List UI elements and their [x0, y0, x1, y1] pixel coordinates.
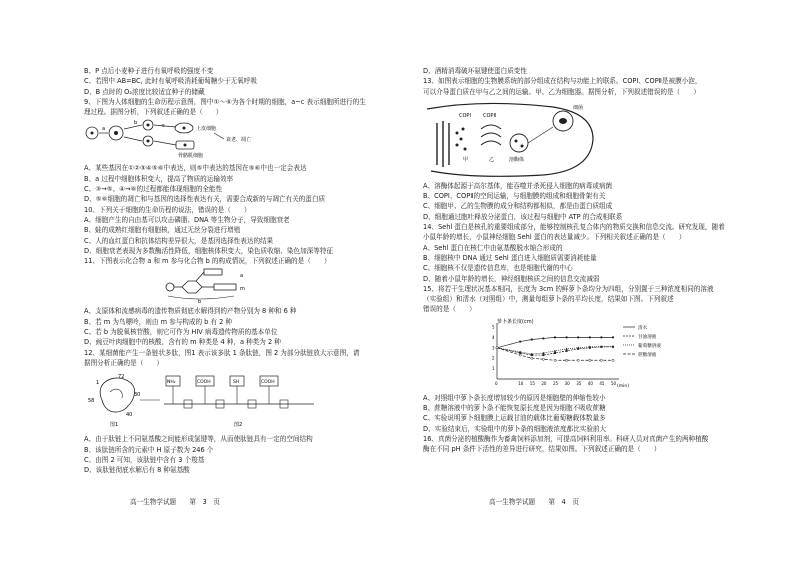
x-tick-label: 0 — [495, 380, 498, 386]
option-line: D、随着小鼠年龄的增长，神经细胞核质之间的信息交流减弱 — [423, 274, 600, 283]
option-line: B、蛙的成熟红细胞有细胞核，通过无丝分裂进行增殖 — [84, 226, 241, 235]
group-label: COOH — [261, 380, 275, 386]
membrane-system-diagram — [423, 99, 603, 179]
question-16-stem: 16、真菌分泌的植酸酶作为畜禽饲料添加剂，可提高饲料利用率。科研人员对真菌产生的两种植酸 — [423, 434, 709, 443]
data-point — [554, 349, 556, 351]
x-tick-label: 45 — [599, 380, 605, 386]
label-1: 1 — [96, 380, 100, 387]
data-point — [531, 357, 533, 359]
group-label: SH — [233, 380, 240, 386]
group-label: COOH — [197, 380, 211, 386]
label-copi: COPⅠ — [459, 112, 471, 119]
label-yi: 乙 — [489, 156, 495, 163]
option-line: C、实验说明萝卜细胞膜上运载甘油的载体比葡萄糖载体数量多 — [423, 414, 606, 423]
data-point — [566, 350, 568, 352]
left-page-footer: 高一生物学试题 第 3 页 — [130, 498, 220, 506]
x-tick-label: 15 — [529, 380, 535, 386]
x-tick-label: 40 — [587, 380, 593, 386]
option-line: A、细胞产生的自由基可以攻击磷脂、DNA 等生物分子，导致细胞衰老 — [84, 215, 290, 224]
question-15-options — [423, 393, 768, 455]
data-point — [589, 359, 591, 361]
y-axis-label: 萝卜条长度(cm) — [497, 318, 534, 325]
text-line: D、B 点时的 O₂浓度比较适宜种子的储藏 — [84, 87, 205, 96]
data-point — [542, 358, 544, 360]
label-bacteria: 细菌 — [573, 104, 584, 111]
option-line: A、支原体和流感病毒的遗传物质彻底水解得到的产物分别为 8 种和 6 种 — [84, 307, 297, 316]
option-line: A、对照组中萝卜条长度增加较少的原因是细胞壁的伸缩性较小 — [423, 393, 606, 402]
label-58: 58 — [88, 398, 95, 405]
y-tick-label: 3 — [492, 345, 495, 351]
label-jia: 甲 — [463, 156, 469, 163]
y-tick-label: 5 — [492, 324, 495, 330]
label-copii: COPⅡ — [483, 112, 496, 119]
data-point — [565, 347, 567, 349]
question-13-options — [423, 181, 768, 315]
text-line: C、若图中 AB=BC, 此时有氧呼吸消耗葡萄糖少于无氧呼吸 — [84, 77, 257, 86]
option-line: B、该肽链所含的元素中 H 原子数为 246 个 — [84, 445, 214, 454]
question-10-stem: 10、下列关于细胞的生命历程的说法，错误的是（ ） — [84, 205, 251, 214]
question-13-stem: 13、如图表示细胞的生物膜系统的部分组成在结构与功能上的联系。COPⅠ、COPⅡ是被膜小泡， — [423, 77, 702, 86]
question-12-options — [84, 434, 379, 475]
cell-lifecycle-diagram — [84, 119, 274, 161]
data-point — [519, 354, 521, 356]
label-epithelial-cell: 上皮细胞 — [196, 126, 217, 133]
peptide-diagram — [84, 370, 374, 432]
legend-label: 甘油溶液 — [638, 334, 657, 340]
option-line: B、蔗糖溶液中的萝卜条不能恢复原长度是因为细胞不吸收蔗糖 — [423, 404, 606, 413]
question-15-stem: 15、将若干生理状况基本相同，长度为 3cm 的鲜萝卜条均分为四组，分别置于三种浓度相同的溶液 — [423, 284, 714, 293]
figure-membrane-system — [423, 99, 768, 179]
label-aging-apoptosis: 衰老、凋亡 — [226, 137, 252, 144]
option-line: D、⑤⑥细胞的凋亡和与基因的选择性表达有关，需要合成新的与凋亡有关的蛋白质 — [84, 195, 326, 204]
x-tick-label: 35 — [576, 380, 582, 386]
legend-label: 葡萄糖溶液 — [638, 343, 661, 349]
label-lysosome: 溶酶体 — [509, 156, 525, 163]
y-tick-label: 2 — [492, 355, 495, 361]
question-9-stem-cont: 理过程。据图分析，下列叙述正确的是（ ） — [84, 108, 223, 117]
option-line: D、细胞通过胞吐释放分泌蛋白，该过程与细胞中 ATP 的合成相联系 — [423, 212, 623, 221]
series-line — [497, 337, 613, 347]
data-point — [554, 352, 556, 354]
option-line: C、③→⑤、④→⑥的过程都能体现细胞的全能性 — [84, 185, 223, 194]
label-a: a — [240, 273, 244, 280]
x-tick-label: 50 — [611, 380, 617, 386]
question-12-stem-cont: 据图分析正确的是（ ） — [84, 358, 164, 367]
data-point — [519, 340, 521, 342]
figure-cell-lifecycle — [84, 119, 379, 161]
option-line: D、豌豆叶肉细胞中的核酸，含有的 m 种类是 4 种，a 种类为 2 种 — [84, 338, 281, 347]
option-line: C、若 b 为脱氧核苷酸，则它可作为 HIV 病毒遗传物质的基本单位 — [84, 328, 278, 337]
data-point — [600, 336, 602, 338]
line-chart — [483, 317, 683, 391]
figure-nucleotide — [84, 268, 379, 304]
data-point — [577, 336, 579, 338]
label-40: 40 — [126, 412, 133, 419]
option-line: C、由图 2 可知，该肽链中含有 3 个羧基 — [84, 455, 205, 464]
x-tick-label: 25 — [553, 380, 559, 386]
label-m: m — [240, 286, 245, 293]
data-point — [589, 336, 591, 338]
data-point — [496, 346, 498, 348]
legend-label: 蔗糖溶液 — [638, 352, 657, 358]
data-point — [554, 336, 556, 338]
question-11-stem: 11、下图表示化合物 a 和 m 参与化合物 b 的构成情况，下列叙述正确的是（ ） — [84, 257, 331, 266]
question-15-stem-cont: 错误的是（ ） — [423, 305, 476, 314]
label-72: 72 — [118, 374, 125, 381]
question-14-stem: 14、Sehl 蛋白是核孔的重要组成部分，能够控制核孔复合体内的物质交换和信息交流。研究发现，随着 — [423, 223, 725, 232]
data-point — [600, 359, 602, 361]
option-line: A、溶酶体起源于高尔基体，能吞噬并杀死侵入细胞的病毒或病菌 — [423, 181, 613, 190]
group-label: NH₂ — [167, 380, 176, 386]
label-b: b — [198, 299, 202, 305]
x-axis-unit: (min) — [617, 383, 629, 389]
data-point — [554, 359, 556, 361]
figure-2-label: 图2 — [234, 422, 243, 429]
data-point — [566, 359, 568, 361]
arrow-label-a: a — [102, 126, 106, 133]
y-tick-label: 1 — [492, 365, 495, 371]
option-line: D、实验结束后，实验组中的萝卜条的细胞液浓度都比实验前大 — [423, 424, 607, 433]
option-line: A、由于肽链上不同氨基酸之间能形成氢键等，从而使肽链具有一定的空间结构 — [84, 435, 313, 444]
option-line: A、某些基因在①②③④⑤⑥中表达，则⑤中表达的基因在⑤⑥中也一定会表达 — [84, 164, 307, 173]
right-page — [397, 0, 794, 561]
x-tick-label: 10 — [518, 380, 524, 386]
question-13-stem-cont: 可以介导蛋白质在甲与乙之间的运输。甲、乙为细胞器。据图分析，下列叙述错误的是（ ） — [423, 87, 700, 96]
question-12-stem: 12、某细菌能产生一条链状多肽，图1 表示该多肽 1 条肽链，图 2 为部分肽链放大示意图，请 — [84, 348, 360, 357]
data-point — [542, 337, 544, 339]
figure-1-label: 图1 — [110, 422, 119, 429]
option-line: B、细胞核中 DNA 通过 Sehl 蛋白进入细胞质需要消耗能量 — [423, 253, 597, 262]
option-line: C、人的血红蛋白和抗体结构差异很大，是基因选择性表达的结果 — [84, 236, 274, 245]
question-14-stem-cont: 小鼠年龄的增长，小鼠神经细胞 Sehl 蛋白的表达量减少。下列相关叙述正确的是（ ） — [423, 233, 686, 242]
legend-label: 清水 — [638, 325, 648, 331]
question-9-options — [84, 163, 379, 266]
left-top-block — [84, 66, 379, 117]
option-line: D、酒精消毒破坏氨键使蛋白质变性 — [423, 67, 527, 75]
right-top-block — [423, 66, 768, 97]
figure-radish-length-chart — [483, 317, 768, 391]
data-point — [577, 359, 579, 361]
x-tick-label: 30 — [564, 380, 570, 386]
option-line: B、若 m 为鸟嘌呤，则由 m 参与构成的 b 有 2 种 — [84, 317, 233, 326]
option-line: D、细胞衰老表现为多数酶活性降低，细胞核体积变大，染色质收缩、染色加深等特征 — [84, 246, 334, 255]
data-point — [577, 346, 579, 348]
right-page-footer: 高一生物学试题 第 4 页 — [489, 498, 579, 506]
arrow-label-b: b — [134, 120, 138, 127]
option-line: C、细胞核不仅是遗传信息库，也是细胞代谢的中心 — [423, 264, 573, 273]
data-point — [612, 336, 614, 338]
label-skeletal-muscle-cell: 骨骼肌细胞 — [178, 153, 204, 160]
x-tick-label: 20 — [541, 380, 547, 386]
label-30: 30 — [134, 392, 141, 399]
figure-peptide — [84, 370, 379, 432]
option-line: D、该肽链彻底水解后有 8 种氨基酸 — [84, 466, 190, 475]
question-11-options — [84, 306, 379, 368]
data-point — [566, 336, 568, 338]
option-line: B、COPⅠ、COPⅡ的空间运输，与细胞膜的组成和细胞骨架有关 — [423, 192, 606, 201]
y-tick-label: 4 — [492, 334, 495, 340]
data-point — [531, 338, 533, 340]
question-16-stem-cont: 酶在不同 pH 条件下活性的差异进行研究，结果如图。下列叙述正确的是（ ） — [423, 445, 661, 454]
text-line: B、P 点后小麦种子进行有氧呼吸的强度不变 — [84, 67, 214, 75]
option-line: B、a 过程中细胞体积变大，提高了物质的运输效率 — [84, 174, 234, 183]
option-line: A、Sehl 蛋白在核仁中由氨基酸脱水缩合形成的 — [423, 243, 563, 252]
data-point — [612, 359, 614, 361]
question-9-stem: 9、下图为人体细胞的生命历程示意图，图中①～⑥为各个时期的细胞，a~c 表示细胞所进行的生 — [84, 97, 366, 106]
nucleotide-diagram — [84, 268, 274, 304]
data-point — [542, 354, 544, 356]
option-line: C、细胞甲、乙的生物膜的成分和结构都相似，都是由蛋白质组成 — [423, 202, 613, 211]
question-15-stem-cont: （实验组）和清水（对照组）中，测量每组萝卜条的平均长度，结果如下图。下列叙述 — [423, 295, 674, 304]
